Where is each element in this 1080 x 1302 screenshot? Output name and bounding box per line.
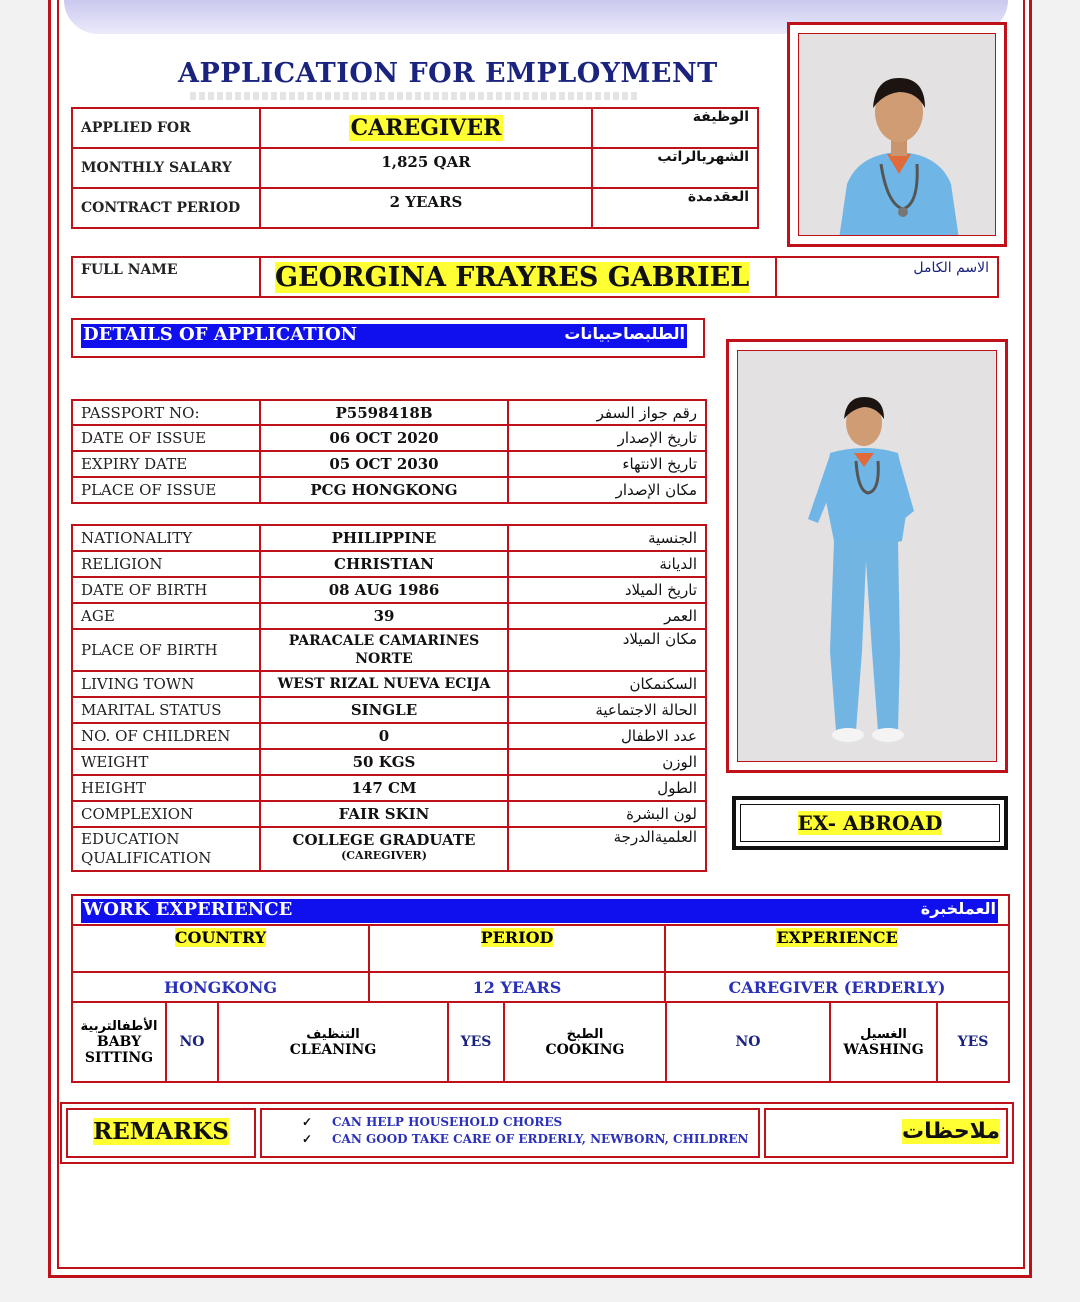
fullname-table	[71, 256, 999, 298]
skill-cleaning-ar: التنظيف	[306, 1026, 360, 1042]
skill-washing-value: YES	[937, 1002, 1009, 1082]
marital-value: SINGLE	[260, 697, 508, 723]
check-icon: ✓	[302, 1115, 313, 1129]
ex-abroad-box	[732, 796, 1008, 850]
weight-ar: الوزن	[508, 749, 706, 775]
fullname-label: FULL NAME	[72, 257, 260, 297]
details-header	[71, 318, 705, 358]
work-col-period	[369, 925, 665, 972]
job-label: APPLIED FOR	[72, 108, 260, 148]
full-body-photo	[737, 350, 997, 762]
skill-babysitting-value: NO	[166, 1002, 218, 1082]
children-value: 0	[260, 723, 508, 749]
living-town-value: WEST RIZAL NUEVA ECIJA	[260, 671, 508, 697]
living-town-label: LIVING TOWN	[72, 671, 260, 697]
ex-abroad-inner	[740, 804, 1000, 842]
skill-washing	[830, 1002, 937, 1082]
living-town-ar: السكنمكان	[508, 671, 706, 697]
contract-label: CONTRACT PERIOD	[72, 188, 260, 228]
work-band	[81, 899, 998, 923]
issue-place-value: PCG HONGKONG	[260, 477, 508, 503]
full-body-photo-frame	[726, 339, 1008, 773]
age-ar: العمر	[508, 603, 706, 629]
education-label: EDUCATION QUALIFICATION	[72, 827, 260, 871]
remarks-item-2-text: CAN GOOD TAKE CARE OF ERDERLY, NEWBORN, CHILDREN	[332, 1132, 749, 1146]
issue-date-ar: تاريخ الإصدار	[508, 425, 706, 451]
birthplace-ar: مكان الميلاد	[508, 629, 706, 671]
contract-ar: العقدمدة	[592, 188, 758, 228]
contract-value: 2 YEARS	[260, 188, 592, 228]
details-ar: الطلبصاحبيانات	[564, 324, 685, 343]
nationality-value: PHILIPPINE	[260, 525, 508, 551]
education-ar: العلميةالدرجة	[508, 827, 706, 871]
skill-babysitting-ar: الأطفالتربية	[80, 1018, 158, 1034]
work-country: HONGKONG	[72, 972, 369, 1002]
skill-cleaning-value: YES	[448, 1002, 504, 1082]
skill-cooking-ar: الطبخ	[566, 1026, 604, 1042]
age-value: 39	[260, 603, 508, 629]
remarks-item-1	[302, 1114, 758, 1131]
work-header	[71, 894, 1010, 925]
religion-value: CHRISTIAN	[260, 551, 508, 577]
ex-abroad-label: EX- ABROAD	[797, 811, 943, 835]
skill-cooking	[504, 1002, 666, 1082]
expiry-date-label: EXPIRY DATE	[72, 451, 260, 477]
passport-no-value: P5598418B	[260, 400, 508, 425]
fullname-value	[260, 257, 776, 297]
expiry-date-ar: تاريخ الانتهاء	[508, 451, 706, 477]
passport-no-label: PASSPORT NO:	[72, 400, 260, 425]
job-value	[260, 108, 592, 148]
work-ar: العملخبرة	[920, 899, 996, 918]
details-band	[81, 324, 687, 348]
remarks-item-1-text: CAN HELP HOUSEHOLD CHORES	[332, 1115, 563, 1129]
personal-table	[71, 524, 707, 872]
fullname-text: GEORGINA FRAYRES GABRIEL	[275, 261, 750, 293]
work-col-country-text: COUNTRY	[174, 928, 267, 947]
skill-babysitting	[72, 1002, 166, 1082]
skill-cooking-value: NO	[666, 1002, 830, 1082]
education-sub: (CAREGIVER)	[341, 849, 427, 862]
skill-cleaning	[218, 1002, 448, 1082]
expiry-date-value: 05 OCT 2030	[260, 451, 508, 477]
work-col-period-text: PERIOD	[480, 928, 554, 947]
height-value: 147 CM	[260, 775, 508, 801]
details-label: DETAILS OF APPLICATION	[83, 324, 358, 345]
passport-no-ar: رقم جواز السفر	[508, 400, 706, 425]
skill-babysitting-label: BABY SITTING	[84, 1033, 154, 1066]
marital-label: MARITAL STATUS	[72, 697, 260, 723]
complexion-ar: لون البشرة	[508, 801, 706, 827]
remarks-label-cell	[66, 1108, 256, 1158]
birthplace-label: PLACE OF BIRTH	[72, 629, 260, 671]
work-experience: CAREGIVER (ERDERLY)	[665, 972, 1009, 1002]
work-table	[71, 924, 1010, 1003]
education-main: COLLEGE GRADUATE	[292, 831, 476, 849]
page-title: APPLICATION FOR EMPLOYMENT	[178, 58, 718, 89]
work-col-experience-text: EXPERIENCE	[776, 928, 898, 947]
dob-label: DATE OF BIRTH	[72, 577, 260, 603]
check-icon: ✓	[302, 1132, 313, 1146]
dob-value: 08 AUG 1986	[260, 577, 508, 603]
remarks-ar: ملاحظات	[902, 1119, 1000, 1144]
portrait-illustration	[799, 34, 996, 236]
remarks-ar-cell	[764, 1108, 1008, 1158]
marital-ar: الحالة الاجتماعية	[508, 697, 706, 723]
work-col-country	[72, 925, 369, 972]
remarks-list	[260, 1108, 760, 1158]
work-col-experience	[665, 925, 1009, 972]
salary-label: MONTHLY SALARY	[72, 148, 260, 188]
issue-date-label: DATE OF ISSUE	[72, 425, 260, 451]
education-value	[260, 827, 508, 871]
height-ar: الطول	[508, 775, 706, 801]
birthplace-value: PARACALE CAMARINES NORTE	[260, 629, 508, 671]
issue-date-value: 06 OCT 2020	[260, 425, 508, 451]
skills-table	[71, 1001, 1010, 1083]
job-ar: الوظيفة	[592, 108, 758, 148]
children-ar: عدد الاطفال	[508, 723, 706, 749]
skill-cleaning-label: CLEANING	[289, 1041, 377, 1058]
remarks-box	[60, 1102, 1014, 1164]
complexion-value: FAIR SKIN	[260, 801, 508, 827]
salary-ar: الشهريالراتب	[592, 148, 758, 188]
portrait-photo	[798, 33, 996, 236]
dob-ar: تاريخ الميلاد	[508, 577, 706, 603]
skill-washing-label: WASHING	[843, 1041, 924, 1058]
skill-cooking-label: COOKING	[545, 1041, 625, 1058]
remarks-label: REMARKS	[93, 1118, 229, 1145]
portrait-photo-frame	[787, 22, 1007, 247]
job-value-text: CAREGIVER	[350, 115, 502, 141]
nationality-ar: الجنسية	[508, 525, 706, 551]
age-label: AGE	[72, 603, 260, 629]
passport-table	[71, 399, 707, 504]
weight-label: WEIGHT	[72, 749, 260, 775]
height-label: HEIGHT	[72, 775, 260, 801]
issue-place-label: PLACE OF ISSUE	[72, 477, 260, 503]
salary-value: 1,825 QAR	[260, 148, 592, 188]
skill-washing-ar: الغسيل	[860, 1026, 907, 1042]
remarks-item-2	[302, 1131, 758, 1148]
title-reflection	[190, 92, 640, 100]
religion-ar: الديانة	[508, 551, 706, 577]
nationality-label: NATIONALITY	[72, 525, 260, 551]
children-label: NO. OF CHILDREN	[72, 723, 260, 749]
issue-place-ar: مكان الإصدار	[508, 477, 706, 503]
work-label: WORK EXPERIENCE	[83, 899, 293, 920]
fullname-ar: الاسم الكامل	[776, 257, 998, 297]
full-body-illustration	[738, 351, 997, 762]
religion-label: RELIGION	[72, 551, 260, 577]
weight-value: 50 KGS	[260, 749, 508, 775]
complexion-label: COMPLEXION	[72, 801, 260, 827]
job-table	[71, 107, 759, 229]
work-period: 12 YEARS	[369, 972, 665, 1002]
